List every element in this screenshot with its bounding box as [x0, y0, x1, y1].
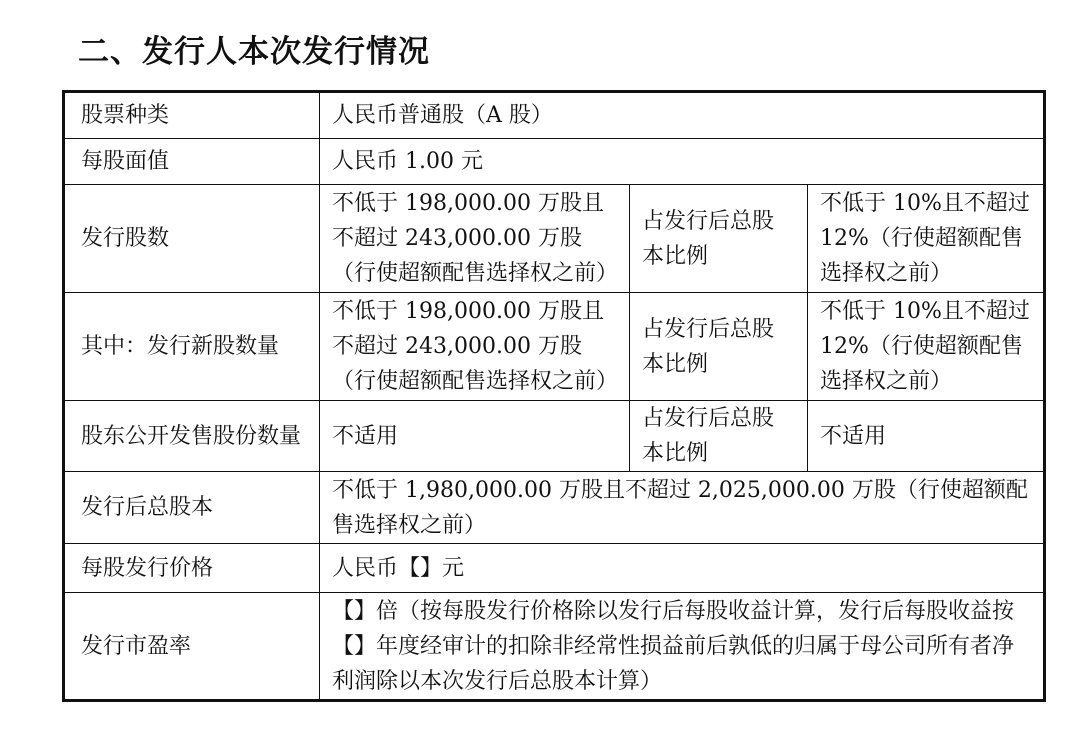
row-value: 人民币 1.00 元	[320, 139, 1045, 185]
row-value: 不适用	[320, 401, 630, 472]
section-title: 二、发行人本次发行情况	[78, 34, 430, 70]
row-label: 每股面值	[64, 139, 320, 185]
table-row	[64, 544, 1045, 593]
table-row	[64, 185, 1045, 293]
row-label: 其中：发行新股数量	[64, 293, 320, 401]
row-label: 股东公开发售股份数量	[64, 401, 320, 472]
row-value: 人民币【】元	[320, 544, 1045, 593]
table-row	[64, 401, 1045, 472]
row-value: 人民币普通股（A 股）	[320, 92, 1045, 139]
row-label: 每股发行价格	[64, 544, 320, 593]
row-label: 发行股数	[64, 185, 320, 293]
ratio-value: 不低于 10%且不超过 12%（行使超额配售选择权之前）	[808, 293, 1045, 401]
row-label: 发行市盈率	[64, 593, 320, 701]
table-row	[64, 593, 1045, 701]
ratio-label: 占发行后总股本比例	[630, 185, 808, 293]
ratio-label: 占发行后总股本比例	[630, 401, 808, 472]
row-label: 发行后总股本	[64, 472, 320, 544]
ratio-value: 不适用	[808, 401, 1045, 472]
table-row	[64, 293, 1045, 401]
table-row	[64, 472, 1045, 544]
table-row	[64, 92, 1045, 139]
row-value: 不低于 198,000.00 万股且不超过 243,000.00 万股（行使超额配售选择权之前）	[320, 293, 630, 401]
ratio-value: 不低于 10%且不超过 12%（行使超额配售选择权之前）	[808, 185, 1045, 293]
row-value: 【】倍（按每股发行价格除以发行后每股收益计算，发行后每股收益按【】年度经审计的扣除非经常性损益前后孰低的归属于母公司所有者净利润除以本次发行后总股本计算）	[320, 593, 1045, 701]
row-label: 股票种类	[64, 92, 320, 139]
issuance-info-table	[62, 90, 1046, 702]
row-value: 不低于 1,980,000.00 万股且不超过 2,025,000.00 万股（行使超额配售选择权之前）	[320, 472, 1045, 544]
table-row	[64, 139, 1045, 185]
ratio-label: 占发行后总股本比例	[630, 293, 808, 401]
row-value: 不低于 198,000.00 万股且不超过 243,000.00 万股（行使超额配售选择权之前）	[320, 185, 630, 293]
